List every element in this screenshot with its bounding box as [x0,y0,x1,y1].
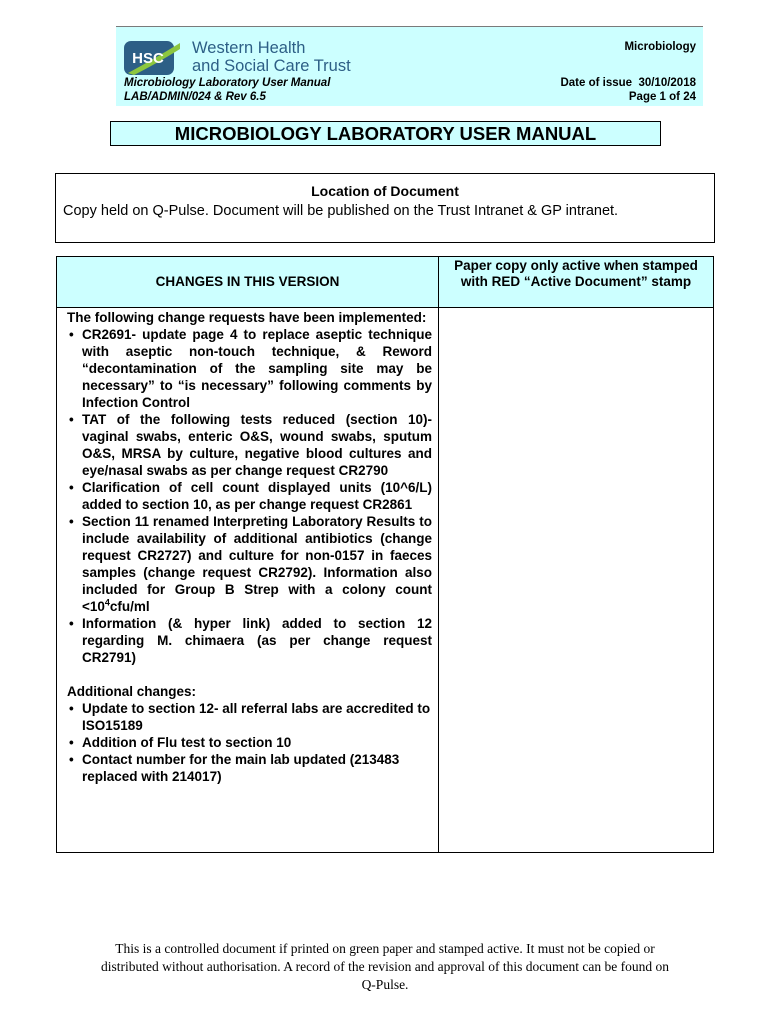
change-list [67,326,432,666]
changes-intro: The following change requests have been implemented: [67,310,427,325]
change-item: • TAT of the following tests reduced (section 10)- vaginal swabs, enteric O&S, wound swabs, sputum O&S, MRSA by culture, negative blood cultures and eye/nasal swabs as per change request CR2790 [67,411,432,479]
paper-copy-header: Paper copy only active when stamped with RED “Active Document” stamp [439,257,713,308]
document-header [116,26,703,106]
footer-note: This is a controlled document if printed on green paper and stamped active. It must not be copied or distributed without authorisation. A record of the revision and approval of this document can be found on Q-Pulse. [100,941,669,992]
location-heading: Location of Document [311,183,459,199]
issue-date-line [560,77,696,89]
change-item: • Clarification of cell count displayed units (10^6/L) added to section 10, as per change request CR2861 [67,479,432,513]
page-info: Page 1 of 24 [628,91,696,103]
column-divider [438,308,439,852]
change-item [67,513,432,615]
org-line-2: and Social Care Trust [192,57,351,75]
org-name [192,39,351,75]
changes-table [56,256,714,853]
issue-label: Date of issue [560,77,633,89]
location-box [55,173,715,243]
logo-badge-text: HSC [132,50,164,67]
org-line-1: Western Health [192,39,306,57]
change-item: • CR2691- update page 4 to replace aseptic technique with aseptic non-touch technique, & Reword “decontamination of the sampling site may be necessary” to “is necessary” following comments by Infection Control [67,326,432,411]
additional-item: • Contact number for the main lab updated (213483 replaced with 214017) [67,751,432,785]
changes-header: CHANGES IN THIS VERSION [57,257,439,308]
doc-name: Microbiology Laboratory User Manual [124,77,331,89]
change-item-tail: cfu/ml [109,599,150,614]
hsc-badge-icon [124,39,180,75]
doc-ref: LAB/ADMIN/024 & Rev 6.5 [124,91,266,103]
location-text: Copy held on Q-Pulse. Document will be published on the Trust Intranet & GP intranet. [63,203,619,219]
superscript: 4 [104,597,110,608]
changes-content [67,309,432,785]
change-item-text: Section 11 renamed Interpreting Laboratory Results to include availability of additional antibiotics (change request CR2727) and culture for non-0157 in faeces samples (change request CR2792). Information also included for Group B Strep with a colony count <10 [82,514,432,614]
issue-date: 30/10/2018 [638,77,696,89]
department-label: Microbiology [624,41,696,53]
additional-heading: Additional changes: [67,684,197,699]
additional-item: • Addition of Flu test to section 10 [67,734,432,751]
change-item: • Information (& hyper link) added to section 12 regarding M. chimaera (as per change request CR2791) [67,615,432,666]
additional-item: • Update to section 12- all referral labs are accredited to ISO15189 [67,700,432,734]
additional-list [67,700,432,785]
page-title: MICROBIOLOGY LABORATORY USER MANUAL [110,121,661,146]
hsc-logo [124,39,370,75]
